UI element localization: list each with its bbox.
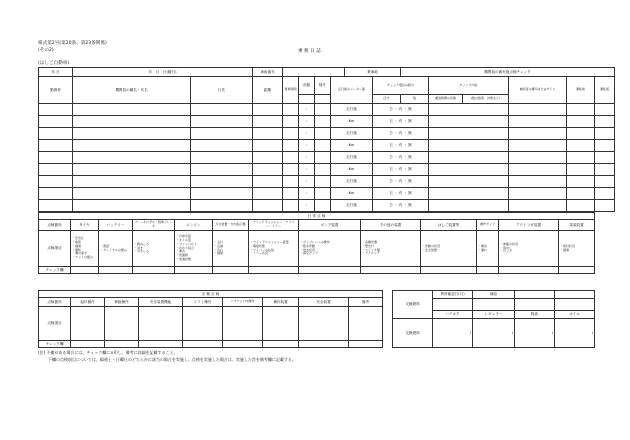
- table-row: : 走行後 日 ・ 有 ・ 無: [39, 176, 615, 188]
- date-label: 年 日: [39, 68, 73, 77]
- check-cell[interactable]: [349, 341, 383, 348]
- col-meter: 走行後のメーター値: [331, 77, 373, 104]
- check-col-lights: 灯火装置・方向指示器: [213, 220, 249, 231]
- table-row: : 走行後 日 ・ 有 ・ 無: [39, 104, 615, 116]
- check-cell[interactable]: [139, 341, 183, 348]
- table-row: : Km 日 ・ 有 ・ 無: [39, 140, 615, 152]
- fuel-panel: [392, 290, 595, 348]
- fuel-value[interactable]: l: [473, 319, 515, 348]
- check-cell[interactable]: [299, 341, 349, 348]
- check-cell[interactable]: [175, 267, 213, 274]
- daily-check-title: 日 常 点 検: [39, 213, 595, 220]
- check-col-outrigger: アウトリガ装置: [499, 220, 559, 231]
- col-depart: 出動: [299, 77, 315, 95]
- insp-row-check: チェック欄: [39, 341, 71, 348]
- col-check-content: チェック内容: [429, 77, 509, 95]
- check-col-place: 点検箇所: [39, 220, 71, 231]
- col-before: 運転前: [567, 77, 595, 104]
- fuel-label-2: 交換燃料: [393, 319, 433, 348]
- check-cell[interactable]: [249, 267, 299, 274]
- check-row-check: チェック欄: [39, 267, 71, 274]
- brake-items: ・踏みしろ ・効き ・引きしろ: [133, 231, 175, 267]
- fuel-value[interactable]: l: [555, 319, 595, 348]
- col-signature: 補給者の署印またはサイン: [509, 77, 567, 104]
- insp-col-2: 伸縮操作: [105, 298, 139, 307]
- pump-items: ・ポンプレバーの操作 ・吸水作動 ・放水状況 ・真空ポンプ: [299, 231, 361, 267]
- fuel-col-diesel: 軽油: [515, 311, 555, 319]
- insp-row-label: 点検項目: [39, 307, 71, 341]
- check-cell[interactable]: [99, 267, 133, 274]
- fuel-value[interactable]: l: [433, 319, 473, 348]
- table-row: : Km 日 ・ 有 ・ 無: [39, 188, 615, 200]
- col-time: 乗車時間: [283, 77, 299, 104]
- table-row: : Km 日 ・ 有 ・ 無: [39, 164, 615, 176]
- fuel-label-1: 交換燃料: [393, 291, 433, 319]
- check-col-other: その他の装置: [361, 220, 421, 231]
- inspection-label: 機関員の朝実施点検チェック: [401, 68, 615, 77]
- fuel-value[interactable]: l: [515, 319, 555, 348]
- check-cell[interactable]: [71, 341, 105, 348]
- col-duty: 勤務者: [39, 77, 73, 104]
- table-row: : 走行後 日 ・ 有 ・ 無: [39, 152, 615, 164]
- date-fields[interactable]: 年 月 日(曜日): [73, 68, 253, 77]
- outrigger-items: ・伸縮の状況 ・張出し ・ロック: [499, 231, 559, 267]
- return-sub: [315, 95, 331, 104]
- check-col-battery: バッテリー: [99, 220, 133, 231]
- insp-col-1: 起伏操作: [71, 298, 105, 307]
- check-col-wiper: ウインドウォッシャー・ワイパー・ミラー: [249, 220, 299, 231]
- check-col-brake: ブレーキペダル・駐車ブレーキ: [133, 220, 175, 231]
- insp-col-5: バスケット内操作: [223, 298, 263, 307]
- check-cell[interactable]: [133, 267, 175, 274]
- ladder-items: ・作動の状況 ・安全装置: [421, 231, 477, 267]
- check-col-body: 架装装置: [559, 220, 595, 231]
- col-after: 運転後: [595, 77, 615, 104]
- sub-measures: (数の数等、対策など): [463, 95, 509, 104]
- check-cell[interactable]: [213, 267, 249, 274]
- fuel-col-oil: オイル: [555, 311, 595, 319]
- station-label: 乗車地: [345, 68, 401, 77]
- sub-count: 数: [401, 95, 429, 104]
- periodic-inspection-table: [38, 290, 383, 348]
- table-row: : 走行後 日 ・ 有 ・ 無: [39, 200, 615, 212]
- note-2: 下欄の点検項目については、隔週土・日曜日のどちらかに該当の場合を実施し、点検を実施した場合は、実施した旨を備考欄に記載する。: [48, 357, 296, 362]
- check-row-label: 点検項目: [39, 231, 71, 267]
- check-cell[interactable]: [559, 267, 595, 274]
- table-row: : 走行後 日 ・ 有 ・ 無: [39, 128, 615, 140]
- check-cell[interactable]: [105, 341, 139, 348]
- subtitle: (はしご自動車): [38, 61, 70, 66]
- check-col-ladder: はしご装置等: [421, 220, 477, 231]
- check-cell[interactable]: [223, 341, 263, 348]
- table-row: : Km 日 ・ 有 ・ 無: [39, 116, 615, 128]
- sub-category: 区分: [373, 95, 401, 104]
- check-cell[interactable]: [421, 267, 477, 274]
- op-pump-items: ・異音 ・漏れ: [477, 231, 499, 267]
- body-items: ・取付状況 ・損傷: [559, 231, 595, 267]
- fuel-col-b: 補給: [473, 291, 515, 299]
- page-title: 乗 務 日 誌: [298, 49, 321, 54]
- col-check-time: チェック項目の時分: [373, 77, 429, 95]
- battery-items: ・液量 ・ターミナルの緩み: [99, 231, 133, 267]
- wiper-items: ・ウインドウォッシャー液量 ・噴射状態 ・ワイパーの払拭 ・ミラー状況: [249, 231, 299, 267]
- check-cell[interactable]: [299, 267, 361, 274]
- insp-col-6: 操作装置: [263, 298, 299, 307]
- insp-col-7: 安全装置: [299, 298, 349, 307]
- fuel-col-high: ハイオク: [433, 311, 473, 319]
- sub-transport: 搬送時間の有無: [429, 95, 463, 104]
- fuel-col-regular: レギュラー: [473, 311, 515, 319]
- form-part: (その2): [38, 48, 54, 53]
- engine-items: ・冷却水量 ・オイル量 ・ファンベルト ・かかり具合 ・異音 ・低速時 ・加速状態: [175, 231, 213, 267]
- insp-col-3: 安全装置機能: [139, 298, 183, 307]
- check-col-op-pump: 操作ポンプ: [477, 220, 499, 231]
- check-col-tire: タイヤ: [71, 220, 99, 231]
- fuel-col-a: 異常確認日(月): [433, 291, 473, 299]
- insp-col-8: 備考: [349, 298, 383, 307]
- check-col-pump: ポンプ装置: [299, 220, 361, 231]
- col-dest: 行先: [191, 77, 253, 104]
- col-staff: 機関員の職名・氏名: [73, 77, 191, 104]
- lights-items: ・点灯 ・点滅 ・汚れ ・損傷: [213, 231, 249, 267]
- duty-log-table: [38, 67, 615, 212]
- vehicle-field[interactable]: [283, 68, 345, 77]
- check-cell[interactable]: [477, 267, 499, 274]
- check-cell[interactable]: [183, 341, 223, 348]
- check-cell[interactable]: [263, 341, 299, 348]
- col-distance: 距離: [253, 77, 283, 104]
- check-cell[interactable]: [499, 267, 559, 274]
- check-cell[interactable]: [361, 267, 421, 274]
- tire-items: ・空気圧 ・亀裂 ・損傷 ・摩耗 ・溝の深さ ・ナットの緩み: [71, 231, 99, 267]
- insp-col-4: リフト操作: [183, 298, 223, 307]
- col-return: 帰庁: [315, 77, 331, 95]
- inspection-title: 点 検 点 検: [39, 291, 383, 298]
- form-number: 様式第2号(第20条、第23条関係): [38, 41, 107, 46]
- vehicle-label: 車両番号: [253, 68, 283, 77]
- note-1: (注) 不備がある場合には、チェック欄に×印し、備考に詳細を記載すること。: [38, 350, 178, 355]
- check-col-engine: エンジン: [175, 220, 213, 231]
- depart-sub: [299, 95, 315, 104]
- check-cell[interactable]: [71, 267, 99, 274]
- daily-check-table: [38, 212, 595, 274]
- insp-col-0: 点検箇所: [39, 298, 71, 307]
- other-items: ・各種計器 ・警告灯 ・スイッチ類 ・ドアロック: [361, 231, 421, 267]
